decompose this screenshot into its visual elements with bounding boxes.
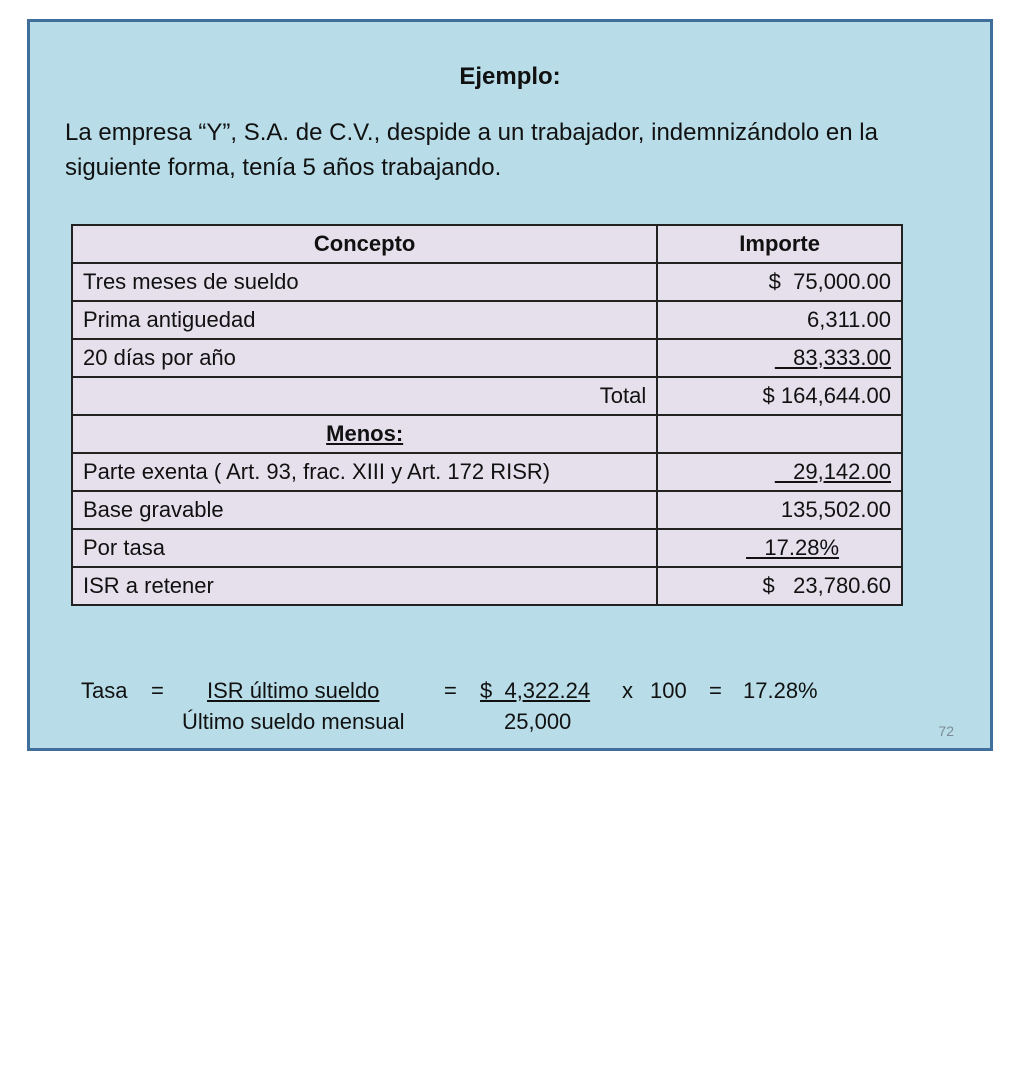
table-row: [72, 529, 902, 567]
table-row-less: [72, 415, 902, 453]
header-amount: Importe: [657, 225, 902, 263]
row-amount: $ 75,000.00: [657, 263, 902, 301]
table-row-total: [72, 377, 902, 415]
row-concept: Tres meses de sueldo: [72, 263, 657, 301]
table-row: [72, 567, 902, 605]
table-header-row: [72, 225, 902, 263]
row-concept: Base gravable: [72, 491, 657, 529]
table-row: [72, 491, 902, 529]
formula-multiplier: 100: [650, 678, 687, 703]
row-amount: 6,311.00: [657, 301, 902, 339]
formula-equals-3: =: [709, 678, 722, 703]
total-label: Total: [72, 377, 657, 415]
row-amount: 83,333.00: [657, 339, 902, 377]
table-row: [72, 263, 902, 301]
row-concept: Prima antiguedad: [72, 301, 657, 339]
row-concept: ISR a retener: [72, 567, 657, 605]
formula-numerator: ISR último sueldo: [207, 678, 380, 703]
page-number: 72: [938, 723, 954, 739]
formula-equals: =: [151, 678, 164, 703]
row-amount: 135,502.00: [657, 491, 902, 529]
less-label: [72, 415, 657, 453]
less-label-text: Menos:: [326, 421, 404, 446]
formula-equals-2: =: [444, 678, 457, 703]
row-amount: $ 23,780.60: [657, 567, 902, 605]
rate-formula: [81, 676, 818, 1066]
formula-result: 17.28%: [743, 678, 818, 703]
formula-value-denominator: 25,000: [504, 709, 572, 734]
calculation-table: [71, 224, 903, 606]
table-row: [72, 301, 902, 339]
row-amount: 29,142.00: [657, 453, 902, 491]
intro-text: La empresa “Y”, S.A. de C.V., despide a un trabajador, indemnizándolo en la siguiente forma, tenía 5 años trabajando.: [65, 119, 878, 181]
table-row: [72, 453, 902, 491]
slide-title: Ejemplo:: [459, 63, 561, 90]
formula-value-numerator: $ 4,322.24: [480, 678, 591, 703]
row-concept: 20 días por año: [72, 339, 657, 377]
formula-denominator: Último sueldo mensual: [182, 709, 405, 734]
table-row: [72, 339, 902, 377]
row-concept: Por tasa: [72, 529, 657, 567]
slide-panel: [27, 19, 993, 751]
formula-label: Tasa: [81, 678, 128, 703]
total-amount: $ 164,644.00: [657, 377, 902, 415]
row-amount: 17.28%: [657, 529, 902, 567]
header-concept: Concepto: [72, 225, 657, 263]
row-amount: [657, 415, 902, 453]
formula-times: x: [622, 678, 633, 703]
row-concept: Parte exenta ( Art. 93, frac. XIII y Art. 172 RISR): [72, 453, 657, 491]
